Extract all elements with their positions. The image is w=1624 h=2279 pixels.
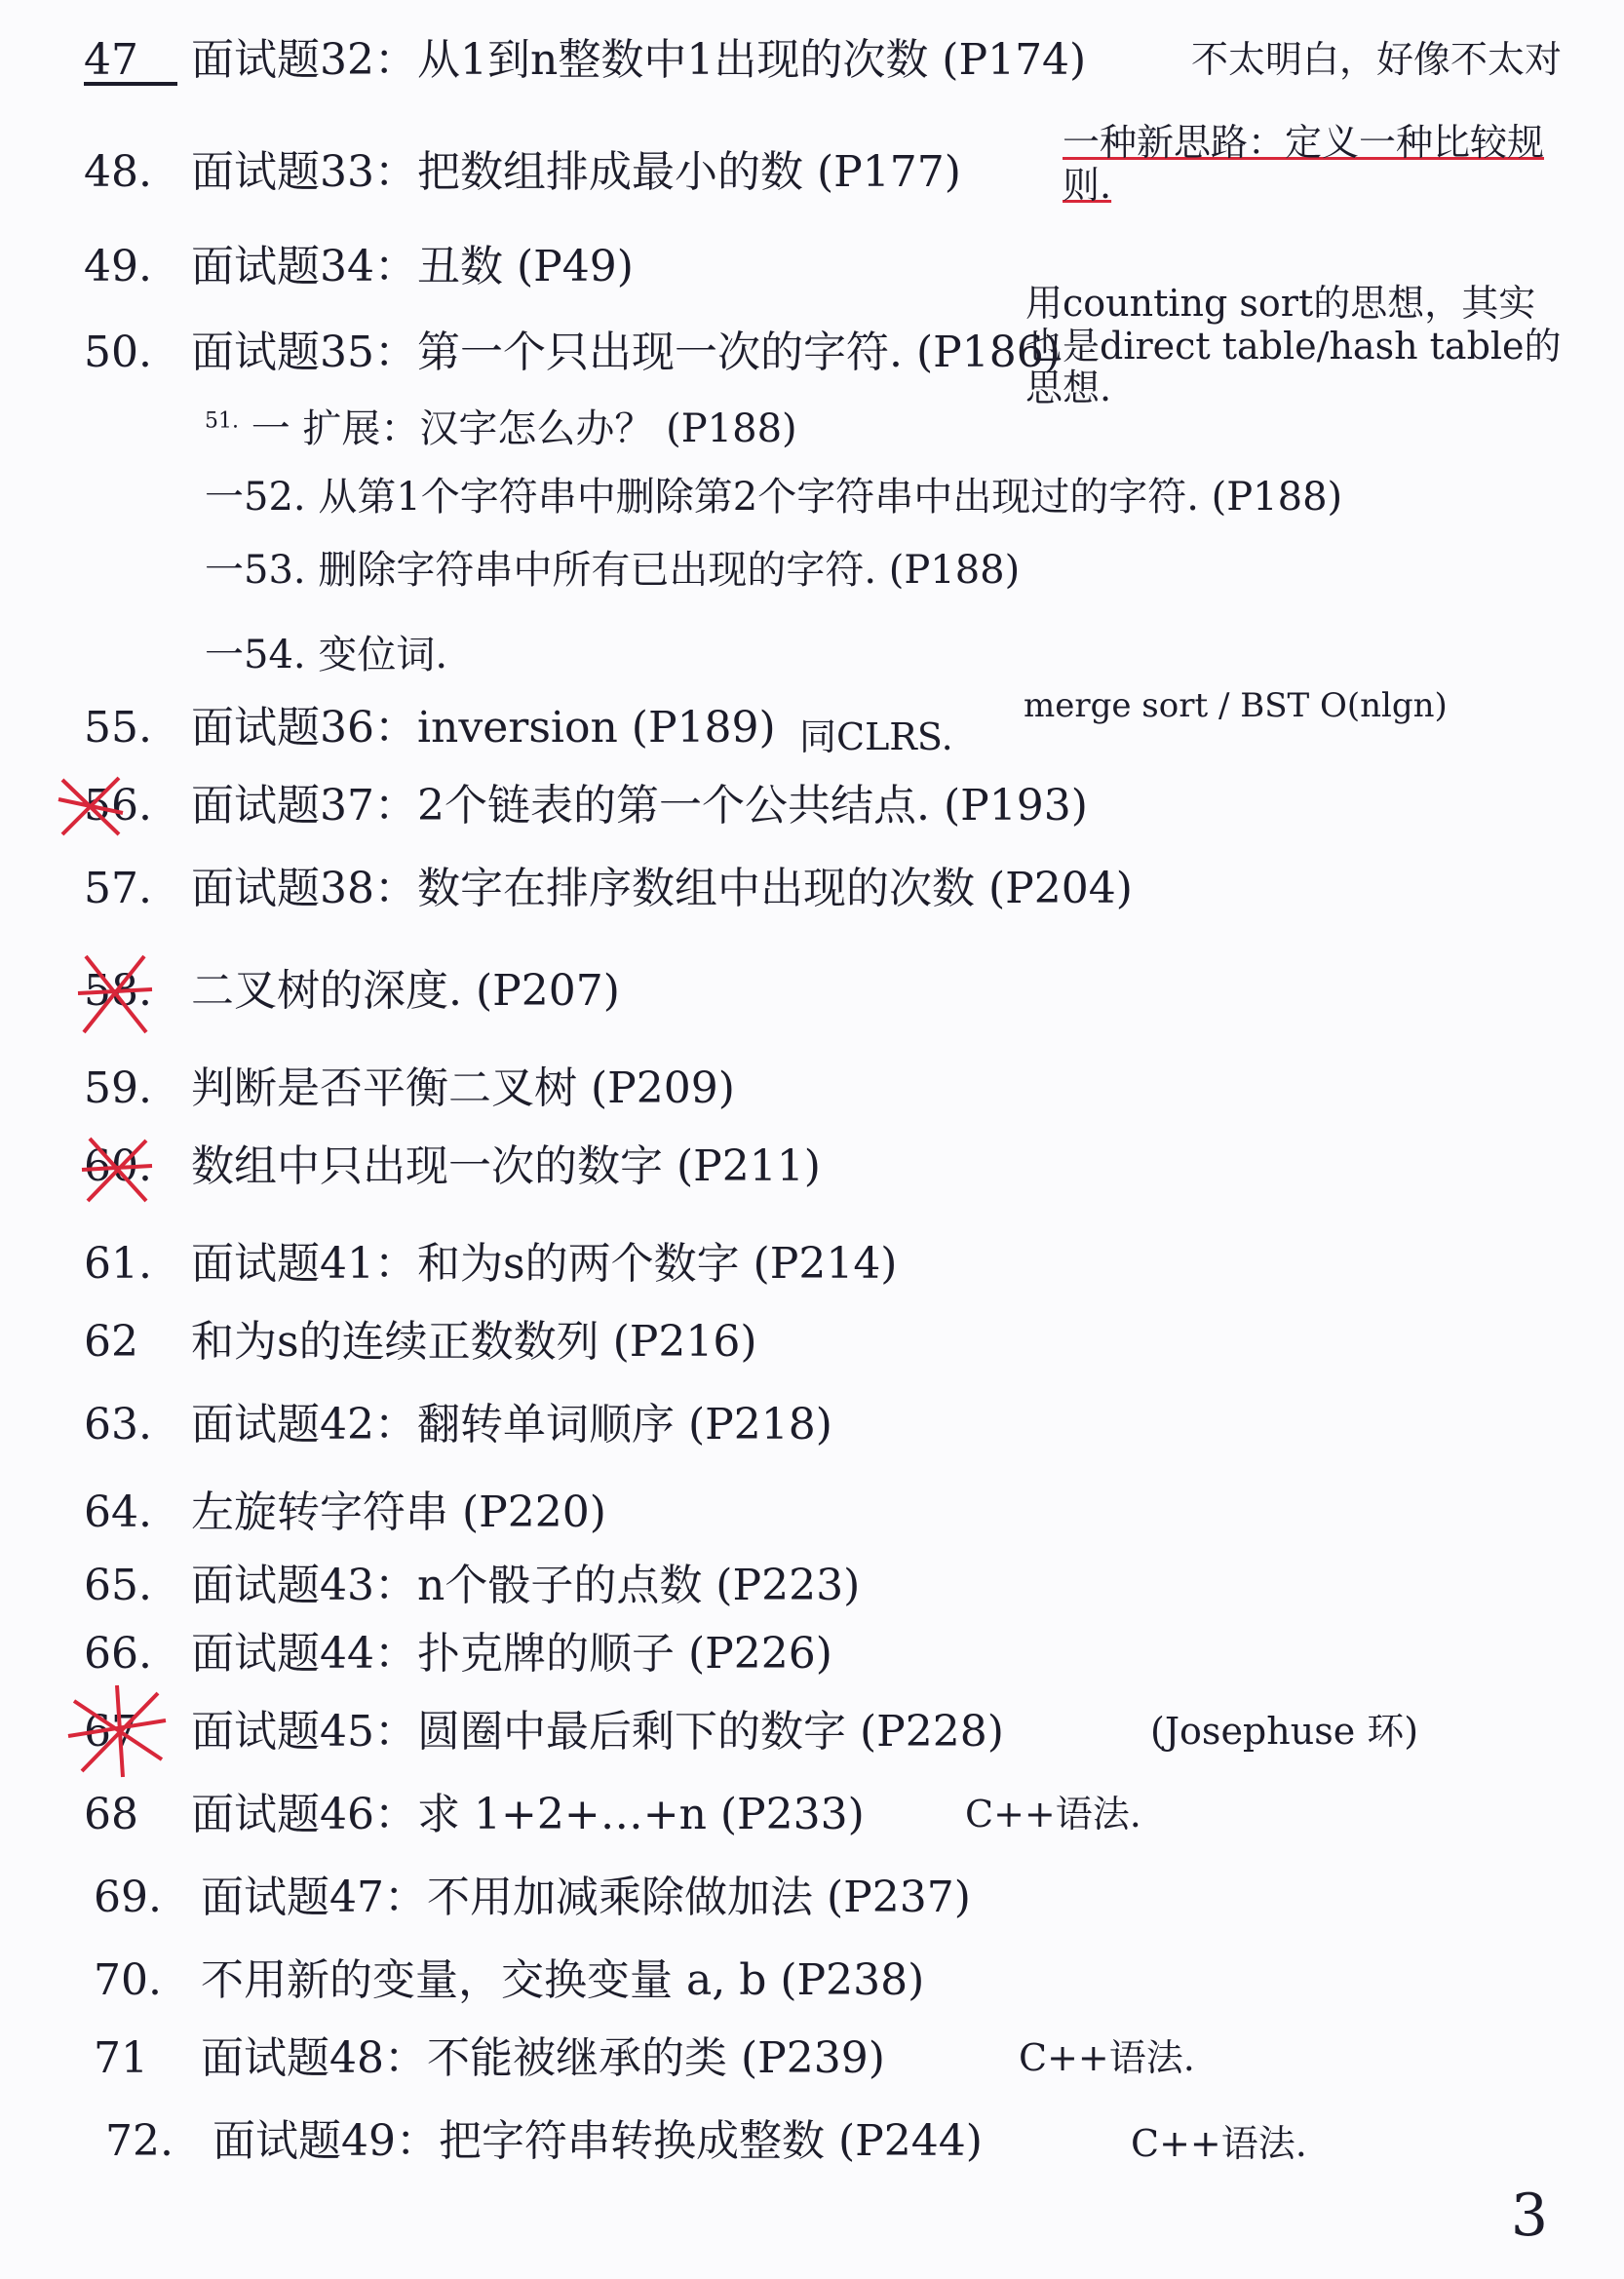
item-number: 68: [84, 1790, 138, 1839]
item-72: [105, 2116, 983, 2166]
item-49-note: 用counting sort的思想，其实也是direct table/hash table的思想.: [1025, 282, 1562, 410]
item-number: 58.: [84, 966, 152, 1016]
item-number: 60.: [84, 1141, 152, 1191]
item-text: 面试题41：和为s的两个数字 (P214): [191, 1239, 898, 1289]
item-text: 面试题35：第一个只出现一次的字符. (P186): [191, 328, 1061, 377]
item-number: 63.: [84, 1400, 152, 1449]
item-72-note: C++语法.: [1131, 2122, 1307, 2165]
item-69: [94, 1873, 971, 1922]
item-text: 面试题47：不用加减乘除做加法 (P237): [201, 1873, 971, 1922]
item-text: 面试题46：求 1+2+…+n (P233): [191, 1790, 865, 1839]
item-68-note: C++语法.: [965, 1793, 1141, 1835]
item-64: [84, 1487, 606, 1537]
item-68: [84, 1790, 865, 1839]
item-number: 65.: [84, 1561, 152, 1610]
item-text: 判断是否平衡二叉树 (P209): [191, 1063, 735, 1113]
item-67: [84, 1707, 1004, 1757]
item-48-note: 一种新思路：定义一种比较规则.: [1063, 121, 1545, 207]
item-number: 55.: [84, 703, 152, 753]
item-number: 72.: [105, 2116, 174, 2166]
item-65: [84, 1561, 861, 1610]
item-60: [84, 1141, 821, 1191]
item-66: [84, 1629, 832, 1679]
item-number: 70.: [94, 1955, 162, 2005]
red-cross-mark-60: [78, 1131, 156, 1209]
item-number: 51.: [205, 408, 239, 434]
item-text: 面试题36：inversion (P189): [191, 703, 776, 753]
item-59: [84, 1063, 735, 1113]
item-text: 面试题32：从1到n整数中1出现的次数 (P174): [191, 35, 1087, 85]
item-text: 面试题45：圆圈中最后剩下的数字 (P228): [191, 1707, 1004, 1757]
item-number: 61.: [84, 1239, 152, 1289]
item-text: 面试题34：丑数 (P49): [191, 242, 634, 291]
item-number: 59.: [84, 1063, 152, 1113]
page-number: 3: [1510, 2182, 1548, 2250]
item-text: 面试题48：不能被继承的类 (P239): [201, 2033, 885, 2083]
item-61: [84, 1239, 898, 1289]
red-cross-mark-58: [76, 950, 154, 1038]
item-57: [84, 864, 1133, 913]
item-55-note: 同CLRS.: [799, 715, 953, 758]
item-text: 面试题49：把字符串转换成整数 (P244): [213, 2116, 983, 2166]
item-text: 一 扩展：汉字怎么办？ (P188): [251, 406, 797, 451]
item-text: 面试题43：n个骰子的点数 (P223): [191, 1561, 861, 1610]
item-number: 47: [84, 39, 177, 86]
item-58: [84, 966, 620, 1016]
item-text: 左旋转字符串 (P220): [191, 1487, 606, 1537]
item-number: 48.: [84, 147, 152, 197]
item-number: 71: [94, 2033, 148, 2083]
item-text: 面试题33：把数组排成最小的数 (P177): [191, 147, 961, 197]
item-number: 50.: [84, 328, 152, 377]
item-55: [84, 703, 776, 753]
item-50: [84, 328, 1061, 377]
item-49: [84, 242, 634, 291]
item-67-note: (Josephuse 环): [1150, 1710, 1419, 1753]
item-70: [94, 1955, 925, 2005]
item-51: [205, 406, 797, 451]
item-text: 面试题37：2个链表的第一个公共结点. (P193): [191, 781, 1088, 830]
item-63: [84, 1400, 832, 1449]
item-number: 64.: [84, 1487, 152, 1537]
item-55-note2: merge sort / BST O(nlgn): [1024, 686, 1448, 725]
item-number: 69.: [94, 1873, 162, 1922]
item-53: 一53. 删除字符串中所有已出现的字符. (P188): [205, 548, 1021, 593]
item-52: 一52. 从第1个字符串中删除第2个字符串中出现过的字符. (P188): [205, 475, 1343, 520]
item-54: 一54. 变位词.: [205, 633, 448, 677]
item-text: 和为s的连续正数数列 (P216): [191, 1317, 757, 1367]
item-text: 面试题42：翻转单词顺序 (P218): [191, 1400, 832, 1449]
item-number: 62: [84, 1317, 138, 1367]
item-number: 57.: [84, 864, 152, 913]
item-text: 数组中只出现一次的数字 (P211): [191, 1141, 821, 1191]
item-47-note: 不太明白，好像不太对: [1191, 38, 1563, 81]
item-text: 二叉树的深度. (P207): [191, 966, 620, 1016]
item-text: 面试题44：扑克牌的顺子 (P226): [191, 1629, 832, 1679]
item-62: [84, 1317, 757, 1367]
red-cross-mark-56: [55, 770, 127, 842]
item-text: 面试题38：数字在排序数组中出现的次数 (P204): [191, 864, 1133, 913]
red-star-mark-67: [64, 1681, 172, 1779]
item-number: 56.: [84, 781, 152, 830]
item-71-note: C++语法.: [1019, 2036, 1195, 2079]
item-number: 67: [84, 1707, 138, 1757]
item-47: [84, 35, 1087, 86]
item-71: [94, 2033, 885, 2083]
item-56: [84, 781, 1088, 830]
item-number: 66.: [84, 1629, 152, 1679]
item-text: 不用新的变量，交换变量 a, b (P238): [201, 1955, 925, 2005]
item-48: [84, 147, 961, 197]
item-number: 49.: [84, 242, 152, 291]
